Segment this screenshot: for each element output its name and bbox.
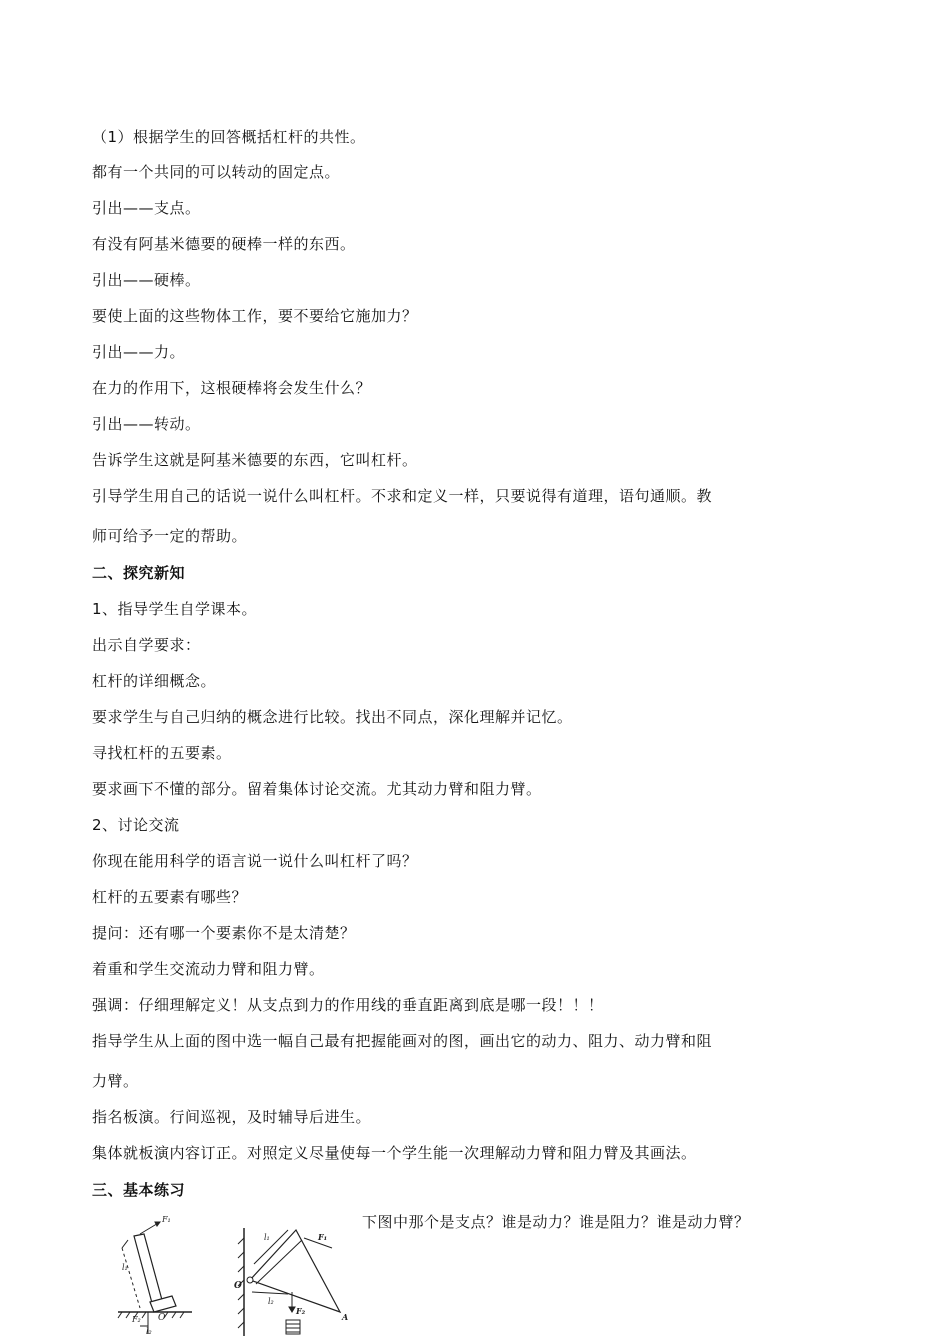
hatch xyxy=(238,1238,244,1244)
text-line: 引出——力。 xyxy=(92,343,186,361)
text-line: 你现在能用科学的语言说一说什么叫杠杆了吗？ xyxy=(92,852,418,870)
text-line: 杠杆的五要素有哪些？ xyxy=(92,888,248,906)
text-line: 强调：仔细理解定义！从支点到力的作用线的垂直距离到底是哪一段！！！ xyxy=(92,996,604,1014)
text-line: 要求学生与自己归纳的概念进行比较。找出不同点，深化理解并记忆。 xyxy=(92,708,573,726)
hatch xyxy=(238,1322,244,1328)
dashed-action-line xyxy=(122,1248,140,1308)
text-line: 寻找杠杆的五要素。 xyxy=(92,744,232,762)
text-line: 引出——硬棒。 xyxy=(92,271,201,289)
l2-line xyxy=(252,1292,288,1294)
triangle-bracket xyxy=(250,1230,340,1312)
hatch xyxy=(172,1312,176,1318)
text-line: 1、指导学生自学课本。 xyxy=(92,600,258,618)
label-f1: F₁ xyxy=(162,1215,171,1224)
f1-arrowhead xyxy=(155,1222,160,1226)
lever-figures xyxy=(92,1208,362,1338)
right-lever-diagram xyxy=(238,1228,340,1336)
text-line: 指名板演。行间巡视，及时辅导后进生。 xyxy=(92,1108,372,1126)
text-line: 着重和学生交流动力臂和阻力臂。 xyxy=(92,960,325,978)
practice-question: 下图中那个是支点？谁是动力？谁是阻力？谁是动力臂？ xyxy=(362,1213,750,1231)
text-line: 集体就板演内容订正。对照定义尽量使每一个学生能一次理解动力臂和阻力臂及其画法。 xyxy=(92,1144,697,1162)
text-line: 有没有阿基米德要的硬棒一样的东西。 xyxy=(92,235,356,253)
f2-arrowhead xyxy=(289,1307,295,1312)
label-l1: l₁ xyxy=(122,1263,128,1272)
label-o: O xyxy=(234,1281,242,1291)
lever-bar xyxy=(134,1234,162,1303)
text-line: （1）根据学生的回答概括杠杆的共性。 xyxy=(92,128,366,146)
label-l2: l₂ xyxy=(146,1327,152,1336)
lever-diagrams-svg xyxy=(92,1208,362,1338)
label-f1: F₁ xyxy=(318,1232,328,1242)
text-line: 出示自学要求： xyxy=(92,636,201,654)
pivot-circle xyxy=(247,1277,253,1283)
label-o: O xyxy=(158,1313,166,1323)
left-lever-diagram xyxy=(118,1222,192,1334)
text-line: 引出——支点。 xyxy=(92,199,201,217)
text-line: 告诉学生这就是阿基米德要的东西，它叫杠杆。 xyxy=(92,451,418,469)
hatch xyxy=(126,1312,130,1318)
hatch xyxy=(238,1252,244,1258)
section-heading: 三、基本练习 xyxy=(92,1181,186,1199)
text-line: 引出——转动。 xyxy=(92,415,201,433)
l1-bracket xyxy=(122,1240,128,1248)
label-l1: l₁ xyxy=(264,1233,270,1242)
label-f2: F₂ xyxy=(296,1306,306,1316)
text-line: 杠杆的详细概念。 xyxy=(92,672,217,690)
label-f2: F₂ xyxy=(132,1315,141,1324)
text-line: 要使上面的这些物体工作，要不要给它施加力？ xyxy=(92,307,418,325)
hatch xyxy=(118,1312,122,1318)
text-line: 提问：还有哪一个要素你不是太清楚？ xyxy=(92,924,356,942)
hatch xyxy=(180,1312,184,1318)
hatch xyxy=(238,1294,244,1300)
text-line: 在力的作用下，这根硬棒将会发生什么？ xyxy=(92,379,372,397)
hatch xyxy=(142,1312,146,1318)
hatch xyxy=(238,1308,244,1314)
label-l2: l₂ xyxy=(268,1297,274,1306)
text-line: 指导学生从上面的图中选一幅自己最有把握能画对的图，画出它的动力、阻力、动力臂和阻 xyxy=(92,1032,713,1050)
text-line: 引导学生用自己的话说一说什么叫杠杆。不求和定义一样，只要说得有道理，语句通顺。教 xyxy=(92,487,713,505)
text-line: 师可给予一定的帮助。 xyxy=(92,527,248,545)
text-line: 要求画下不懂的部分。留着集体讨论交流。尤其动力臂和阻力臂。 xyxy=(92,780,542,798)
section-heading: 二、探究新知 xyxy=(92,564,186,582)
label-a: A xyxy=(342,1312,349,1322)
text-line: 力臂。 xyxy=(92,1072,139,1090)
text-line: 都有一个共同的可以转动的固定点。 xyxy=(92,163,341,181)
text-line: 2、讨论交流 xyxy=(92,816,180,834)
hatch xyxy=(238,1266,244,1272)
